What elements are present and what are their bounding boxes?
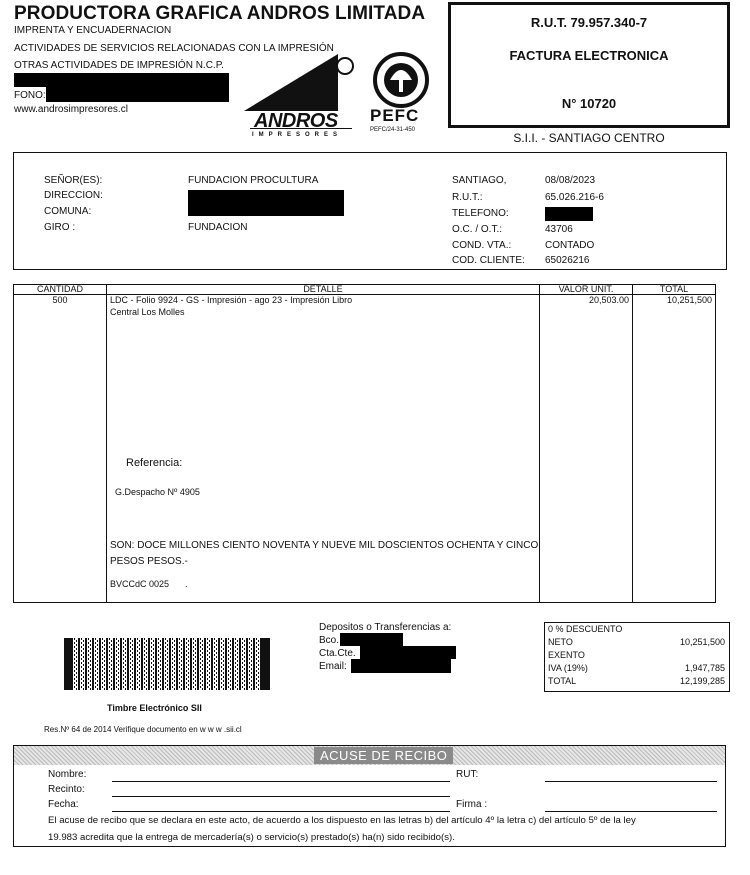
redacted-email	[351, 659, 451, 673]
item-unit-price: 20,503.00	[540, 295, 633, 603]
acuse-nombre-line[interactable]	[112, 781, 450, 782]
invoice-type: FACTURA ELECTRONICA	[509, 48, 669, 63]
invoice-rut-box	[448, 2, 730, 128]
exento-label: EXENTO	[548, 650, 585, 660]
header-cantidad: CANTIDAD	[14, 285, 107, 295]
acuse-title: ACUSE DE RECIBO	[314, 747, 453, 764]
acuse-rut-line[interactable]	[545, 781, 717, 782]
label-cod-cliente: COD. CLIENTE:	[452, 255, 525, 266]
customer-rut: 65.026.216-6	[545, 192, 604, 203]
payment-bco: Bco.	[319, 635, 340, 646]
label-cond: COND. VTA.:	[452, 240, 512, 251]
neto-value: 10,251,500	[679, 637, 725, 647]
label-direccion: DIRECCION:	[44, 190, 103, 201]
iva-label: IVA (19%)	[548, 663, 588, 673]
customer-giro: FUNDACION	[188, 222, 248, 233]
acuse-rut-label: RUT:	[456, 769, 479, 780]
label-rut: R.U.T.:	[452, 192, 483, 203]
acuse-text-2: 19.983 acredita que la entrega de mercadería(s) o servicio(s) prestado(s) ha(n) sido recibido(s).	[48, 832, 455, 843]
redacted-phone	[46, 87, 229, 102]
doc-code: BVCCdC 0025	[110, 579, 170, 589]
iva-value: 1,947,785	[684, 663, 725, 673]
pefc-text: PEFC	[370, 106, 420, 125]
acuse-header	[14, 746, 725, 765]
redacted-bank	[340, 633, 403, 646]
redacted-address	[188, 190, 344, 216]
descuento-label: 0 % DESCUENTO	[548, 624, 623, 634]
acuse-box	[13, 745, 726, 847]
amount-in-words-2: PESOS PESOS.-	[110, 556, 188, 567]
item-qty: 500	[14, 295, 107, 603]
redacted-account	[360, 646, 456, 659]
referencia-label: Referencia:	[126, 457, 183, 469]
timbre-barcode	[64, 638, 270, 690]
invoice-number: N° 10720	[561, 96, 617, 111]
label-oc: O.C. / O.T.:	[452, 224, 503, 235]
payment-title: Depositos o Transferencias a:	[319, 622, 452, 633]
acuse-firma-line[interactable]	[545, 811, 717, 812]
payment-email: Email:	[319, 661, 347, 672]
customer-name: FUNDACION PROCULTURA	[188, 175, 319, 186]
company-phone-label: FONO:	[14, 90, 46, 101]
acuse-fecha-line[interactable]	[112, 811, 450, 812]
timbre-res: Res.Nº 64 de 2014 Verifique documento en w w w .sii.cl	[44, 725, 242, 734]
invoice-rut: R.U.T. 79.957.340-7	[530, 15, 648, 30]
header-total: TOTAL	[633, 285, 716, 295]
amount-in-words-1: SON: DOCE MILLONES CIENTO NOVENTA Y NUEVE MIL DOSCIENTOS OCHENTA Y CINCO	[110, 540, 539, 551]
acuse-fecha-label: Fecha:	[48, 799, 79, 810]
label-senores: SEÑOR(ES):	[44, 175, 103, 186]
customer-cod: 65026216	[545, 255, 590, 266]
item-total: 10,251,500	[633, 295, 716, 603]
customer-oc: 43706	[545, 224, 573, 235]
company-name: PRODUCTORA GRAFICA ANDROS LIMITADA	[14, 3, 426, 24]
redacted-phone-customer	[545, 207, 593, 221]
item-detail-cell	[107, 295, 540, 603]
total-value: 12,199,285	[679, 676, 725, 686]
invoice-date: 08/08/2023	[545, 175, 596, 186]
items-table	[13, 284, 716, 603]
company-activity-1: IMPRENTA Y ENCUADERNACION	[14, 25, 172, 36]
acuse-recinto-label: Recinto:	[48, 784, 85, 795]
andros-logo	[244, 54, 358, 144]
doc-code-dot: .	[185, 579, 188, 589]
label-comuna: COMUNA:	[44, 206, 92, 217]
acuse-firma-label: Firma :	[456, 799, 488, 810]
item-detail-line1: LDC - Folio 9924 - GS - Impresión - ago 23 - Impresión Libro	[110, 295, 353, 305]
items-header-row	[14, 285, 716, 295]
pefc-logo	[368, 50, 448, 142]
label-santiago: SANTIAGO,	[452, 175, 507, 186]
despacho-ref: G.Despacho Nº 4905	[115, 487, 200, 497]
totals-box	[544, 622, 730, 692]
company-website: www.androsimpresores.cl	[14, 104, 128, 115]
customer-box	[13, 152, 727, 270]
pefc-code: PEFC/24-31-450	[370, 127, 416, 133]
acuse-nombre-label: Nombre:	[48, 769, 87, 780]
label-giro: GIRO :	[44, 222, 76, 233]
acuse-recinto-line[interactable]	[112, 796, 450, 797]
company-activity-2: ACTIVIDADES DE SERVICIOS RELACIONADAS CON LA IMPRESIÓN	[14, 43, 334, 54]
item-detail-line2: Central Los Molles	[110, 307, 185, 317]
andros-logo-subtext: IMPRESORES	[252, 132, 343, 138]
acuse-text-1: El acuse de recibo que se declara en este acto, de acuerdo a los dispuesto en las letras b) del artículo 4º la letra c) del artículo 5º de la ley	[48, 815, 636, 826]
total-label: TOTAL	[548, 676, 577, 686]
customer-cond: CONTADO	[545, 240, 595, 251]
header-valor-unit: VALOR UNIT.	[540, 285, 633, 295]
table-row	[14, 295, 716, 603]
timbre-label: Timbre Electrónico SII	[107, 703, 202, 713]
neto-label: NETO	[548, 637, 573, 647]
sii-office: S.I.I. - SANTIAGO CENTRO	[513, 131, 665, 145]
header-detalle: DETALLE	[107, 285, 540, 295]
label-telefono: TELEFONO:	[452, 208, 509, 219]
barcode-pattern	[64, 638, 270, 690]
company-activity-3: OTRAS ACTIVIDADES DE IMPRESIÓN N.C.P.	[14, 60, 224, 71]
redacted-block	[14, 73, 229, 87]
payment-cta: Cta.Cte.	[319, 648, 356, 659]
andros-logo-text: ANDROS	[254, 110, 338, 132]
